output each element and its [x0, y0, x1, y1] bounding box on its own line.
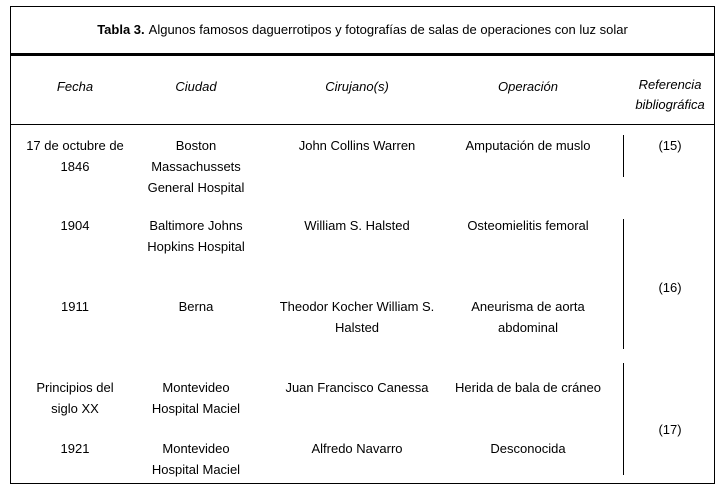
- cell-cirujano: John Collins Warren: [298, 138, 416, 153]
- table-frame: [10, 6, 715, 484]
- header-divider: [11, 124, 714, 125]
- cell-fecha: Principios del siglo XX: [36, 380, 114, 416]
- cell-operacion: Osteomielitis femoral: [467, 218, 589, 233]
- header-fecha: Fecha: [56, 79, 94, 94]
- reference-bracket: [623, 219, 624, 349]
- reference-bracket: [623, 363, 624, 475]
- cell-referencia: (15): [658, 138, 682, 153]
- cell-operacion: Herida de bala de cráneo: [455, 380, 601, 395]
- cell-operacion: Desconocida: [490, 441, 566, 456]
- cell-ciudad: Boston Massachussets General Hospital: [147, 138, 245, 195]
- header-referencia: Referencia bibliográfica: [635, 77, 705, 112]
- cell-cirujano: Juan Francisco Canessa: [285, 380, 429, 395]
- cell-ciudad: Montevideo Hospital Maciel: [151, 441, 241, 477]
- cell-fecha: 1904: [60, 218, 90, 233]
- cell-fecha: 1911: [61, 299, 89, 314]
- cell-cirujano: William S. Halsted: [304, 218, 410, 233]
- cell-referencia: (16): [658, 280, 682, 295]
- cell-operacion: Aneurisma de aorta abdominal: [471, 299, 585, 335]
- table-title-prefix: Tabla 3.: [97, 21, 145, 37]
- header-operacion: Operación: [498, 79, 558, 94]
- cell-ciudad: Berna: [178, 299, 214, 314]
- header-ciudad: Ciudad: [175, 79, 217, 94]
- cell-ciudad: Montevideo Hospital Maciel: [151, 380, 241, 416]
- reference-bracket: [623, 135, 624, 177]
- table-title: [11, 7, 714, 51]
- header-cirujanos: Cirujano(s): [325, 79, 389, 94]
- table-title-text: Algunos famosos daguerrotipos y fotografías de salas de operaciones con luz solar: [148, 21, 628, 37]
- cell-cirujano: Theodor Kocher William S. Halsted: [279, 299, 435, 335]
- cell-operacion: Amputación de muslo: [465, 138, 591, 153]
- cell-referencia: (17): [658, 422, 682, 437]
- cell-cirujano: Alfredo Navarro: [311, 441, 403, 456]
- cell-fecha: 17 de octubre de 1846: [26, 138, 124, 174]
- cell-fecha: 1921: [60, 441, 90, 456]
- cell-ciudad: Baltimore Johns Hopkins Hospital: [147, 218, 245, 254]
- title-divider: [11, 53, 714, 56]
